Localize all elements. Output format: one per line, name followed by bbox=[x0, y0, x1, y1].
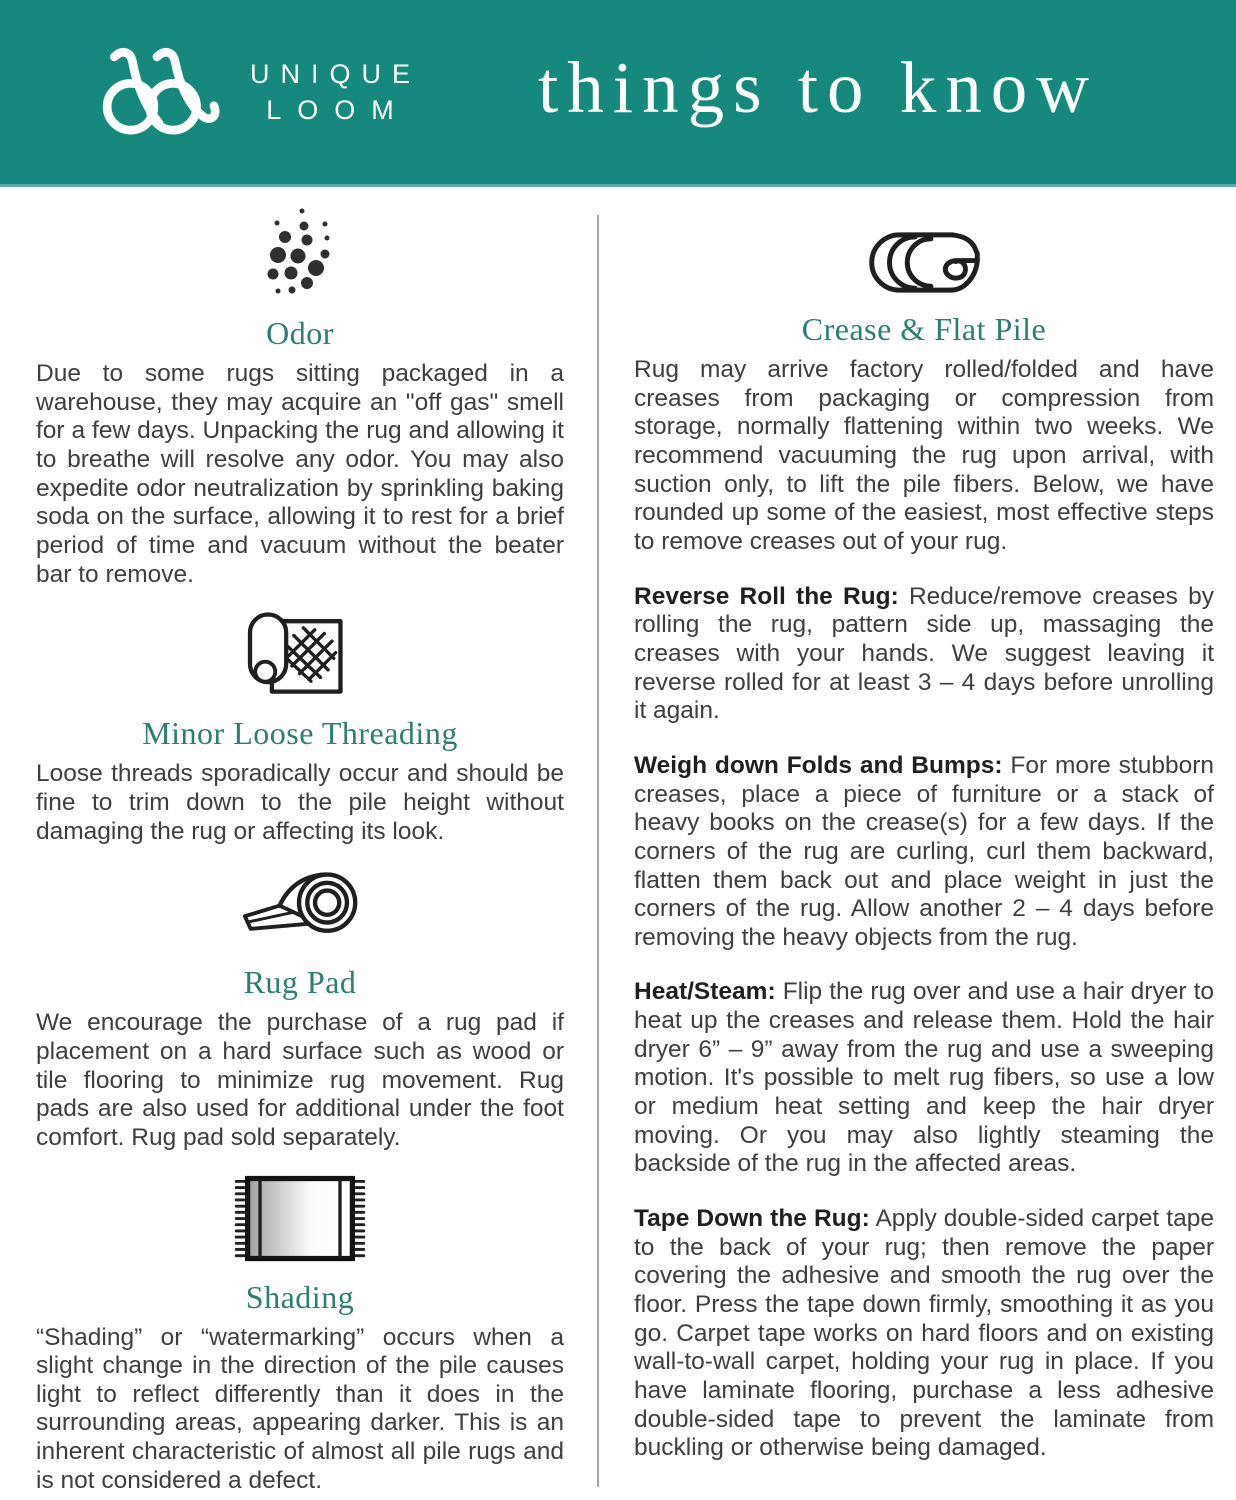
unrolling-rug-pattern-icon bbox=[239, 605, 361, 705]
section-title: Shading bbox=[245, 1278, 355, 1315]
section-rug-pad bbox=[36, 862, 564, 1152]
tip-label: Reverse Roll the Rug: bbox=[634, 582, 899, 610]
left-column bbox=[36, 203, 564, 1500]
section-body: Due to some rugs sitting packaged in a warehouse, they may acquire an "off gas" smell for a few days. Unpacking the rug and allowing it to breathe will resolve any odor. You may also expedite odor neutralization by sprinkling baking soda on the surface, allowing it to rest for a brief period of time and vacuum without the beater bar to remove. bbox=[36, 360, 564, 588]
shaded-rug-icon bbox=[225, 1169, 375, 1269]
tip-label: Tape Down the Rug: bbox=[634, 1205, 870, 1233]
tip-text: Flip the rug over and use a hair dryer to heat up the creases and release them. Hold the hair dryer 6” – 9” away from the rug and use a sweeping motion. It's possible to melt rug fibers, so use a low or medium heat setting and keep the hair dryer moving. Or you may also lightly steaming the backside of the rug in the affected areas. bbox=[634, 978, 1214, 1178]
tip-text: For more stubborn creases, place a piece of furniture or a stack of heavy books on the crease(s) for a few days. If the corners of the rug are curling, curl them backward, flatten them back out and place weight in just the corners of the rug. Allow another 2 – 4 days before removing the heavy objects from the rug. bbox=[634, 751, 1215, 951]
section-title: Rug Pad bbox=[243, 964, 357, 1001]
tip-label: Weigh down Folds and Bumps: bbox=[634, 751, 1003, 779]
brand-name-line1: UNIQUE bbox=[250, 58, 422, 89]
header bbox=[0, 0, 1236, 187]
column-divider bbox=[597, 215, 599, 1487]
tip-weigh-down bbox=[634, 752, 1214, 953]
tip-reverse-roll bbox=[634, 583, 1214, 726]
section-shading bbox=[36, 1169, 564, 1496]
tip-text: Reduce/remove creases by rolling the rug, pattern side up, massaging the creases with your hands. We suggest leaving it reverse rolled for at least 3 – 4 days before unrolling it again. bbox=[634, 582, 1214, 725]
right-column bbox=[634, 227, 1214, 1463]
rug-pad-roll-icon bbox=[233, 862, 368, 954]
section-minor-loose-threading bbox=[36, 605, 564, 846]
page-title: things to know bbox=[538, 47, 1098, 128]
section-body: We encourage the purchase of a rug pad if placement on a hard surface such as wood or tile flooring to minimize rug movement. Rug pads are also used for additional under the foot comfort. Rug pad sold separately. bbox=[36, 1009, 564, 1151]
odor-specks-icon bbox=[240, 203, 360, 305]
brand bbox=[100, 43, 422, 141]
section-intro: Rug may arrive factory rolled/folded and have creases from packaging or compression from storage, normally flattening within two weeks. We recommend vacuuming the rug upon arrival, with suction only, to lift the pile fibers. Below, we have rounded up some of the easiest, most effective steps to remove creases out of your rug. bbox=[634, 356, 1214, 555]
section-title: Odor bbox=[266, 315, 334, 351]
brand-name-line2: LOOM bbox=[266, 95, 410, 125]
section-title: Minor Loose Threading bbox=[142, 715, 458, 752]
brand-name bbox=[250, 56, 422, 129]
rolled-rug-side-icon bbox=[857, 227, 992, 301]
section-body: Loose threads sporadically occur and should be fine to trim down to the pile height without damaging the rug or affecting its look. bbox=[36, 760, 564, 845]
section-odor bbox=[36, 203, 564, 589]
section-title: Crease & Flat Pile bbox=[801, 311, 1047, 347]
tip-label: Heat/Steam: bbox=[634, 978, 776, 1006]
tip-heat-steam bbox=[634, 978, 1214, 1179]
tip-tape-down bbox=[634, 1205, 1214, 1463]
section-body: “Shading” or “watermarking” occurs when a slight change in the direction of the pile causes light to reflect differently than it does in the surrounding areas, appearing darker. This is an inherent characteristic of almost all pile rugs and is not considered a defect. bbox=[36, 1323, 564, 1494]
tip-text: Apply double-sided carpet tape to the back of your rug; then remove the paper covering the adhesive and smooth the rug over the floor. Press the tape down firmly, smoothing it as you go. Carpet tape works on hard floors and on existing wall-to-wall carpet, holding your rug in place. If you have laminate flooring, purchase a less adhesive double-sided tape to prevent the laminate from buckling or otherwise being damaged. bbox=[634, 1205, 1214, 1462]
unique-loom-logo-icon bbox=[100, 43, 222, 141]
